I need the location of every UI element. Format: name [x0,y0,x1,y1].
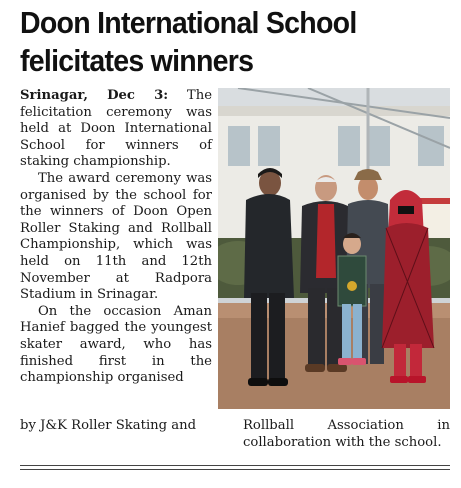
bottom-rule-second [20,469,450,470]
headline [20,4,416,80]
article-continuation-right: Rollball Association in collaboration with the school. [243,418,450,450]
bottom-rule [20,465,450,466]
paragraph-1-text: The felicitation ceremony was held at Doon International School for winners of staking championship. [20,88,212,170]
article-body-left-column [20,88,212,387]
article-paragraph-2: The award ceremony was organised by the school for the winners of Doon Open Roller Staking and Rollball Championship, which was held on 11th and 12th November at Radpora Stadium in Srinagar. [20,170,212,303]
news-photo [218,88,450,409]
article-paragraph-1 [20,88,212,171]
article-paragraph-3: On the occasion Aman Hanief bagged the youngest skater award, who has finished first in the championship organised [20,303,212,386]
article-continuation-left: by J&K Roller Skating and [20,418,197,433]
headline-line-2: felicitates winners [20,43,254,78]
dateline: Srinagar, Dec 3: [20,88,169,103]
headline-line-1: Doon International School [20,5,357,40]
